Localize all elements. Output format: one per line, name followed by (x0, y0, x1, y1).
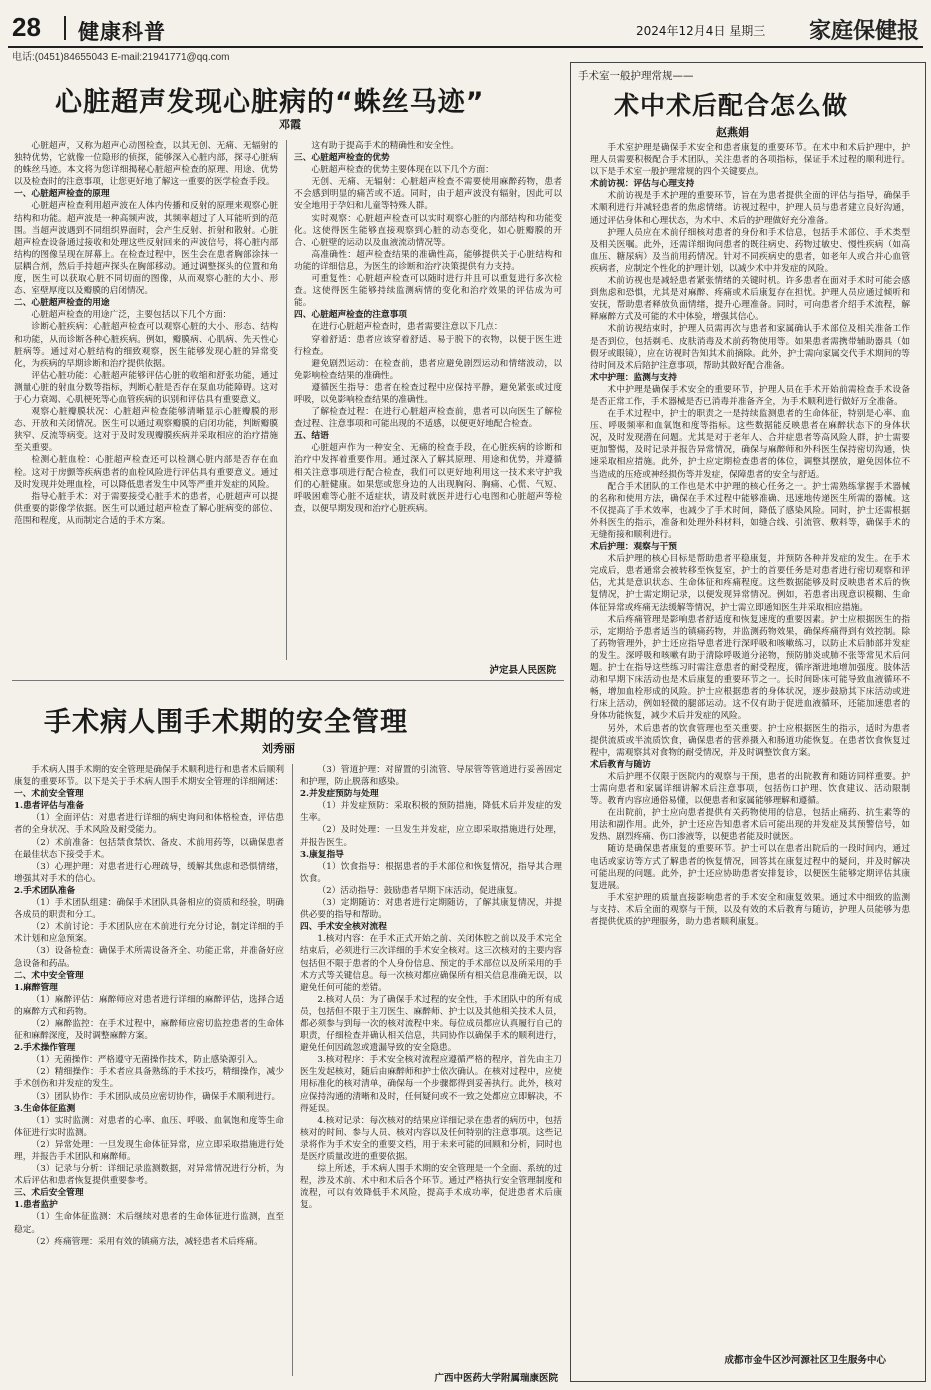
paragraph: （3）管道护理：对留置的引流管、导尿管等管道进行妥善固定和护理，防止脱落和感染。 (300, 765, 562, 788)
section-heading: 术前访视：评估与心理支持 (590, 179, 695, 190)
paragraph: 另外，术后患者的饮食管理也至关重要。护士应根据医生的指示，适时为患者提供流质或半流质饮食，确保患者的营养摄入和肠道功能恢复。在患者饮食恢复过程中，需观察其对食物的耐受情况，并及时调整饮食方案。 (590, 723, 910, 758)
paragraph: 检测心脏血栓：心脏超声检查还可以检测心脏内部是否存在血栓。这对于房颤等疾病患者的血栓风险进行评估具有重要意义。通过及时发现并处理血栓，可以降低患者发生中风等严重并发症的风险。 (14, 455, 278, 490)
newspaper-name: 家庭保健报 (808, 19, 919, 44)
article3-kicker: 手术室一般护理常规—— (578, 70, 694, 82)
article2-title: 手术病人围手术期的安全管理 (44, 707, 408, 738)
paragraph: 心脏超声检查利用超声波在人体内传播和反射的原理来观察心脏结构和功能。超声波是一种高频声波，其频率超过了人耳能听到的范围。当超声波遇到不同组织界面时，会产生反射、折射和散射。心脏超声检查设备通过接收和处理这些反射回来的声波信号，将心脏内部结构的图像呈现在屏幕上。在检查过程中，医生会在患者胸部涂抹一层耦合剂，然后手持超声探头在胸部移动。通过调整探头的位置和角度，医生可以获取心脏不同切面的图像，从而观察心脏的大小、形态、室壁厚度以及瓣膜的启闭情况。 (14, 201, 278, 297)
article1-footer: 泸定县人民医院 (489, 665, 556, 676)
paragraph: （1）饮食指导：根据患者的手术部位和恢复情况，指导其合理饮食。 (300, 861, 562, 884)
paragraph: （3）定期随访：对患者进行定期随访，了解其康复情况，并提供必要的指导和帮助。 (300, 898, 562, 921)
paragraph: 2.核对人员：为了确保手术过程的安全性，手术团队中的所有成员，包括但不限于主刀医生、麻醉师、护士以及其他相关技术人员，都必须参与到每一次的核对流程中来。每位成员都应认真履行自己的职责，仔细检查并确认相关信息，共同协作以确保手术的顺利进行，避免任何因疏忽或遗漏导致的安全隐患。 (300, 994, 562, 1054)
subsection-heading: 2.手术团队准备 (14, 885, 76, 896)
column-rule (286, 140, 287, 660)
paragraph: 4.核对记录：每次核对的结果应详细记录在患者的病历中，包括核对的时间、参与人员、核对内容以及任何特别的注意事项。这些记录将作为手术安全的重要文档，用于未来可能的回顾和分析，同时也是医疗质量改进的重要依据。 (300, 1115, 562, 1162)
article2-column-2 (300, 764, 562, 1366)
paragraph: （3）心理护理：对患者进行心理疏导，缓解其焦虑和恐惧情绪，增强其对手术的信心。 (14, 861, 284, 884)
paragraph: 手术病人围手术期的安全管理是确保手术顺利进行和患者术后顺利康复的重要环节。以下是关于手术病人围手术期安全管理的详细阐述： (14, 765, 284, 788)
paragraph: 心脏超声检查的优势主要体现在以下几个方面： (311, 165, 494, 176)
paragraph: 在进行心脏超声检查时，患者需要注意以下几点： (311, 322, 503, 333)
article2-footer: 广西中医药大学附属瑞康医院 (434, 1373, 558, 1384)
paragraph: 在出院前，护士应向患者提供有关药物使用的信息，包括止痛药、抗生素等的用法和副作用。此外，护士还应告知患者术后可能出现的并发症及其预警信号，如发热、剧烈疼痛、伤口渗液等，以便患者能及时就医。 (590, 808, 910, 843)
paragraph: 心脏超声检查的用途广泛，主要包括以下几个方面： (31, 310, 232, 321)
paragraph: （2）术前讨论：手术团队应在术前进行充分讨论，制定详细的手术计划和应急预案。 (14, 922, 284, 945)
section-heading: 二、心脏超声检查的用途 (14, 298, 110, 309)
section-heading: 五、结语 (294, 431, 329, 442)
paragraph: 心脏超声，又称为超声心动图检查，以其无创、无痛、无辐射的独特优势，它就像一位隐形的侦探，能够深入心脏内部，探寻心脏病的蛛丝马迹。本文将为您详细揭秘心脏超声检查的原理、用途、优势以及检查时的注意事项，让您更好地了解这一重要的医学检查手段。 (14, 141, 278, 188)
paragraph: 术前访视是手术护理的重要环节，旨在为患者提供全面的评估与指导，确保手术顺利进行并减轻患者的焦虑情绪。访视过程中，护理人员与患者建立良好沟通，通过评估身体和心理状态，为术中、术后的护理做好充分准备。 (590, 191, 910, 226)
paragraph: （1）实时监测：对患者的心率、血压、呼吸、血氧饱和度等生命体征进行实时监测。 (14, 1115, 284, 1138)
masthead-divider (64, 16, 66, 40)
paragraph: 术后疼痛管理是影响患者舒适度和恢复速度的重要因素。护士应根据医生的指示，定期给予患者适当的镇痛药物，并监测药物效果，确保疼痛得到有效控制。除了药物管理外，护士还应指导患者进行深呼吸和咳嗽练习，以防止术后肺部并发症的发生。深呼吸和咳嗽有助于清除呼吸道分泌物，预防肺炎或肺不张等常见术后问题。护士在指导这些练习时需注意患者的耐受程度，循序渐进地增加强度。肢体活动和早期下床活动也是术后康复的重要环节之一。长时间卧床可能导致血液循环不畅，增加血栓形成的风险。护士应根据患者的身体状况，逐步鼓励其下床活动或进行床上活动，例如轻微的腿部运动。这不仅有助于促进血液循环，还能加速患者的身体功能恢复，减少术后并发症的风险。 (590, 614, 910, 722)
paragraph: （3）记录与分析：详细记录监测数据，对异常情况进行分析，为术后评估和患者恢复提供重要参考。 (14, 1164, 284, 1187)
paragraph: 高准确性：超声检查结果的准确性高，能够提供关于心脏结构和功能的详细信息，为医生的诊断和治疗决策提供有力支持。 (294, 249, 562, 272)
paragraph: 术后护理不仅限于医院内的观察与干预，患者的出院教育和随访同样重要。护士需向患者和家属详细讲解术后注意事项，包括伤口护理、饮食建议、活动限制等。教育内容应通俗易懂，以便患者和家属能够理解和遵循。 (590, 771, 910, 807)
paragraph: （2）及时处理：一旦发生并发症，应立即采取措施进行处理，并报告医生。 (300, 825, 562, 848)
paragraph: 穿着舒适：患者应该穿着舒适、易于脱下的衣物，以便于医生进行检查。 (294, 334, 562, 357)
paragraph: 指导心脏手术：对于需要接受心脏手术的患者，心脏超声可以提供重要的影像学依据。医生可以通过超声检查了解心脏病变的部位、范围和程度，从而制定合适的手术方案。 (14, 491, 278, 526)
paragraph: 无创、无痛、无辐射：心脏超声检查不需要使用麻醉药物，患者不会感到明显的痛苦或不适。同时，由于超声波没有辐射，因此可以安全地用于孕妇和儿童等特殊人群。 (294, 177, 562, 212)
section-heading: 术后教育与随访 (590, 759, 651, 770)
page-number: 28 (12, 12, 41, 42)
issue-date: 2024年12月4日 星期三 (636, 24, 766, 38)
paragraph: 避免剧烈运动：在检查前，患者应避免剧烈运动和情绪波动，以免影响检查结果的准确性。 (294, 358, 562, 381)
paragraph: 观察心脏瓣膜状况：心脏超声检查能够清晰显示心脏瓣膜的形态、开放和关闭情况。医生可以通过观察瓣膜的启闭功能，判断瓣膜狭窄、反流等病变。这对于及时发现瓣膜疾病并采取相应的治疗措施至关重要。 (14, 407, 278, 454)
paragraph: （3）设备检查：确保手术所需设备齐全、功能正常，并准备好应急设备和药品。 (14, 946, 284, 969)
paragraph: 3.核对程序：手术安全核对流程应遵循严格的程序，首先由主刀医生发起核对，随后由麻醉师和护士依次确认。在核对过程中，应使用标准化的核对清单，确保每一个步骤都得到妥善执行。此外，核对应保持沟通的清晰和及时，任何疑问或不一致之处都应立即解决，不得延误。 (300, 1055, 562, 1114)
section-heading: 三、心脏超声检查的优势 (294, 153, 390, 164)
paragraph: 综上所述，手术病人围手术期的安全管理是一个全面、系统的过程，涉及术前、术中和术后各个环节。通过严格执行安全管理制度和流程，可以有效降低手术风险，提高手术成功率，促进患者术后康复。 (300, 1164, 562, 1211)
subsection-heading: 3.生命体征监测 (14, 1103, 76, 1114)
section-heading: 二、术中安全管理 (14, 970, 84, 981)
article1-column-1 (14, 140, 278, 668)
section-heading: 术后护理：观察与干预 (590, 542, 677, 553)
paragraph: 诊断心脏疾病：心脏超声检查可以观察心脏的大小、形态、结构和功能，从而诊断各种心脏疾病。例如，瓣膜病、心肌病、先天性心脏病等。通过对心脏结构的细致观察，医生能够发现心脏的异常变化，为疾病的早期诊断和治疗提供依据。 (14, 322, 278, 369)
paragraph: 心脏超声作为一种安全、无痛的检查手段，在心脏疾病的诊断和治疗中发挥着重要作用。通过深入了解其原理、用途和优势，并遵循相关注意事项进行配合检查，我们可以更好地利用这一技术来守护我们的心脏健康。如果您或您身边的人出现胸闷、胸痛、心慌、气短、呼吸困难等心脏不适症状，请及时就医并进行心电图和心脏超声等检查，以便早期发现和治疗心脏疾病。 (294, 443, 562, 514)
paragraph: （1）生命体征监测：术后继续对患者的生命体征进行监测，直至稳定。 (14, 1212, 284, 1235)
article1-author: 邓霞 (279, 118, 301, 131)
paragraph: 随访是确保患者康复的重要环节。护士可以在患者出院后的一段时间内，通过电话或家访等方式了解患者的恢复情况，回答其在康复过程中的疑问，并及时解决可能出现的问题。此外，护士还应协助患者安排复诊，以便医生能够定期评估其康复进展。 (590, 844, 910, 891)
subsection-heading: 1.麻醉管理 (14, 982, 58, 993)
paragraph: （1）手术团队组建：确保手术团队具备相应的资质和经验，明确各成员的职责和分工。 (14, 898, 284, 921)
paragraph: 术前访视结束时，护理人员需再次与患者和家属确认手术部位及相关准备工作是否到位，包括剃毛、皮肤消毒及术前药物使用等。如果患者需携带辅助器具（如假牙或眼镜），应在访视时告知其术前摘除。此外，护士需向家属交代手术期间的等待时间及术后陪护注意事项，帮助其做好配合准备。 (590, 324, 910, 371)
section-heading: 四、手术安全核对流程 (300, 922, 387, 933)
paragraph: （2）异常处理：一旦发现生命体征异常，应立即采取措施进行处理，并报告手术团队和麻醉师。 (14, 1139, 284, 1162)
paragraph: 评估心脏功能：心脏超声能够评估心脏的收缩和舒张功能，通过测量心脏的射血分数等指标，判断心脏是否存在泵血功能障碍。这对于心力衰竭、心肌梗死等心血管疾病的识别和评估具有重要意义。 (14, 370, 278, 405)
article3-title: 术中术后配合怎么做 (614, 91, 849, 120)
article3-footer: 成都市金牛区沙河源社区卫生服务中心 (724, 1355, 886, 1366)
column-rule (292, 764, 293, 1376)
article3-author: 赵燕娟 (716, 126, 749, 139)
subsection-heading: 1.患者监护 (14, 1200, 58, 1211)
section-heading: 一、术前安全管理 (14, 789, 84, 800)
paragraph: 配合手术团队的工作也是术中护理的核心任务之一。护士需熟练掌握手术器械的名称和使用方法，确保在手术过程中能够准确、迅速地传递医生所需的器械。这不仅提高了手术效率，也减少了手术时间，降低了感染风险。同时，护士还需根据外科医生的指示，准备和处理外科材料，如缝合线、引流管、敷料等，确保手术的无缝衔接和顺利进行。 (590, 481, 910, 540)
paragraph: 1.核对内容：在手术正式开始之前、关闭体腔之前以及手术完全结束后，必须进行三次详细的手术安全核对。这三次核对的主要内容包括但不限于患者的个人身份信息、预定的手术部位以及所采用的手术方式等关键信息。每一次核对都应确保所有相关信息准确无误，以避免任何可能的差错。 (300, 934, 562, 993)
section-name: 健康科普 (78, 20, 166, 44)
paragraph: 手术室护理的质量直接影响患者的手术安全和康复效果。通过术中细致的监测与支持、术后全面的观察与干预，以及有效的术后教育与随访，护理人员能够为患者提供优质的护理服务，助力患者顺利康复。 (590, 892, 910, 927)
paragraph: 可重复性：心脏超声检查可以随时进行并且可以重复进行多次检查。这使得医生能够持续监测病情的变化和治疗效果的评估成为可能。 (294, 274, 562, 309)
paragraph: 实时观察：心脏超声检查可以实时观察心脏的内部结构和功能变化。这使得医生能够直接观察到心脏的动态变化，如心脏瓣膜的开合、心脏壁的运动以及血液流动情况等。 (294, 213, 562, 248)
article3-column (590, 142, 910, 1350)
paragraph: （1）麻醉评估：麻醉师应对患者进行详细的麻醉评估，选择合适的麻醉方式和药物。 (14, 994, 284, 1017)
article1-column-2 (294, 140, 562, 655)
subsection-heading: 3.康复指导 (300, 849, 344, 860)
paragraph: （2）活动指导：鼓励患者早期下床活动，促进康复。 (317, 885, 523, 896)
article1-title: 心脏超声发现心脏病的“蛛丝马迹” (55, 87, 485, 118)
paragraph: （2）术前准备：包括禁食禁饮、备皮、术前用药等，以确保患者在最佳状态下接受手术。 (14, 837, 284, 860)
paragraph: （1）并发症预防：采取积极的预防措施，降低术后并发症的发生率。 (300, 801, 562, 824)
paragraph: （1）无菌操作：严格遵守无菌操作技术，防止感染源引入。 (31, 1055, 263, 1066)
subsection-heading: 2.并发症预防与处理 (300, 789, 379, 800)
section-heading: 术中护理：监测与支持 (590, 372, 677, 383)
paragraph: 术中护理是确保手术安全的重要环节，护理人员在手术开始前需检查手术设备是否正常工作，手术器械是否已消毒并准备齐全，为手术顺利进行做好万全准备。 (590, 384, 910, 407)
paragraph: 了解检查过程：在进行心脏超声检查前，患者可以向医生了解检查过程、注意事项和可能出现的不适感，以便更好地配合检查。 (294, 407, 562, 430)
paragraph: （3）团队协作：手术团队成员应密切协作，确保手术顺利进行。 (31, 1091, 281, 1102)
paragraph: （2）精细操作：手术者应具备熟练的手术技巧，精细操作，减少手术创伤和并发症的发生。 (14, 1067, 284, 1090)
section-heading: 一、心脏超声检查的原理 (14, 189, 110, 200)
subsection-heading: 2.手术操作管理 (14, 1043, 76, 1054)
paragraph: 手术室护理是确保手术安全和患者康复的重要环节。在术中和术后护理中，护理人员需要积极配合手术团队，关注患者的各项指标，保证手术过程的顺利进行。以下是手术室一般护理常规的四个关键要点。 (590, 143, 910, 178)
section-heading: 三、术后安全管理 (14, 1188, 84, 1199)
paragraph: 术前访视也是减轻患者紧张情绪的关键时机。许多患者在面对手术时可能会感到焦虑和恐惧，尤其是对麻醉、疼痛或术后康复存在担忧。护理人员应通过倾听和安抚，帮助患者释放负面情绪，提升心理准备。同时，可向患者介绍手术流程，解释麻醉方式及可能的术中体验，增强其信心。 (590, 276, 910, 323)
section-heading: 四、心脏超声检查的注意事项 (294, 310, 407, 321)
article-divider (12, 680, 564, 681)
subsection-heading: 1.患者评估与准备 (14, 801, 84, 812)
masthead (8, 8, 923, 48)
paragraph: 这有助于提高手术的精确性和安全性。 (311, 141, 460, 151)
paragraph: 护理人员应在术前仔细核对患者的身份和手术信息，包括手术部位、手术类型及相关医嘱。此外，还需详细询问患者的既往病史、药物过敏史、慢性疾病（如高血压、糖尿病）及当前用药情况。针对不同疾病史的患者，如老年人或合并心血管疾病者，应制定个性化的护理计划，以减少术中并发症的风险。 (590, 227, 910, 274)
paragraph: （2）麻醉监控：在手术过程中，麻醉师应密切监控患者的生命体征和麻醉深度，及时调整麻醉方案。 (14, 1018, 284, 1042)
contact-line: 电话:(0451)84655043 E-mail:21941771@qq.com (12, 52, 230, 63)
paragraph: （1）全面评估：对患者进行详细的病史询问和体格检查，评估患者的全身状况、手术风险及耐受能力。 (14, 813, 284, 836)
paragraph: 遵循医生指导：患者在检查过程中应保持平静，避免紧张或过度呼吸，以免影响检查结果的准确性。 (294, 382, 562, 405)
paragraph: 在手术过程中，护士的职责之一是持续监测患者的生命体征，特别是心率、血压、呼吸频率和血氧饱和度等指标。这些数据能反映患者在麻醉状态下的身体状况，及时发现潜在问题。尤其是对于老年人、合并症患者等高风险人群，护士需要更加警惕，及时记录并报告异常情况，确保与麻醉师和外科医生保持密切沟通，快速采取相应措施。此外，护士应定期检查患者的体位，调整其摆放，避免因体位不当造成的压疮或神经损伤等并发症，保障患者的安全与舒适。 (590, 409, 910, 480)
article2-author: 刘秀丽 (262, 742, 295, 755)
paragraph: （2）疼痛管理：采用有效的镇痛方法，减轻患者术后疼痛。 (31, 1236, 263, 1247)
article2-column-1 (14, 764, 284, 1380)
paragraph: 术后护理的核心目标是帮助患者平稳康复，并预防各种并发症的发生。在手术完成后，患者通常会被转移至恢复室，护士的首要任务是对患者进行密切观察和评估，尤其是意识状态、生命体征和疼痛程度。这些数据能够及时反映患者术后的恢复情况，护士需定期记录，以便发现异常情况。例如，若患者出现意识模糊、生命体征异常或疼痛无法缓解等情况，护士需立即通知医生并采取相应措施。 (590, 554, 910, 613)
